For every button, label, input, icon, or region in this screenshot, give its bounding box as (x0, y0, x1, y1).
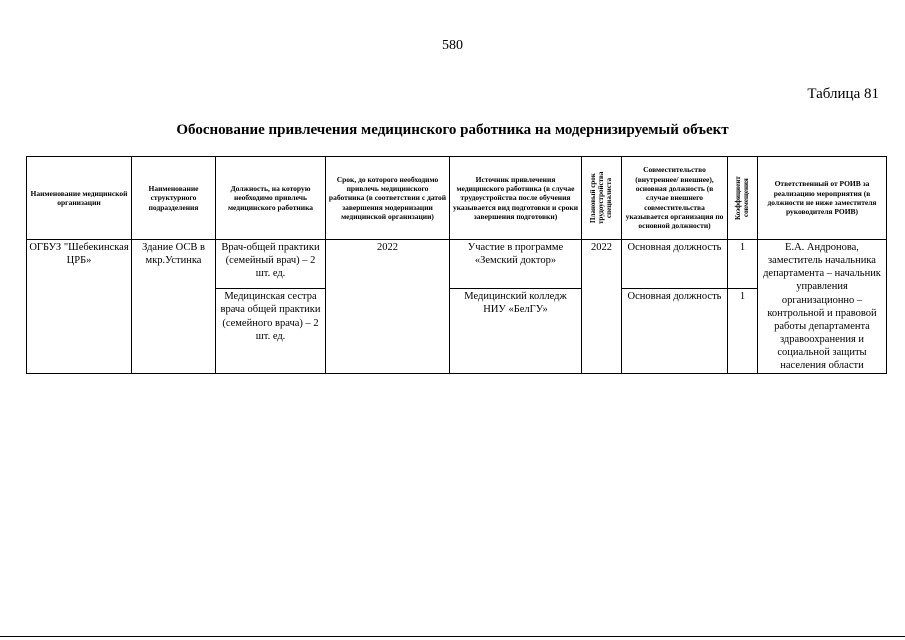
header-deadline: Срок, до которого необходимо привлечь медицинского работника (в соответствии с датой завершения модернизации медицинской организации) (326, 157, 450, 240)
header-position: Должность, на которую необходимо привлечь медицинского работника (216, 157, 326, 240)
header-responsible: Ответственный от РОИВ за реализацию мероприятия (в должности не ниже заместителя руководителя РОИВ) (758, 157, 887, 240)
cell-coefficient: 1 (728, 240, 758, 289)
cell-position: Медицинская сестра врача общей практики (семейного врача) – 2 шт. ед. (216, 289, 326, 374)
cell-division: Здание ОСВ в мкр.Устинка (132, 240, 216, 374)
header-plan-term (582, 157, 622, 240)
page-number: 580 (442, 38, 463, 53)
header-division: Наименование структурного подразделения (132, 157, 216, 240)
cell-position: Врач-общей практики (семейный врач) – 2 шт. ед. (216, 240, 326, 289)
header-combination: Совместительство (внутреннее/ внешнее), основная должность (в случае внешнего совместительства указывается организация по основной должности) (622, 157, 728, 240)
header-org: Наименование медицинской организации (27, 157, 132, 240)
cell-org: ОГБУЗ "Шебекинская ЦРБ» (27, 240, 132, 374)
cell-plan-term: 2022 (582, 240, 622, 374)
table-label: Таблица 81 (807, 86, 879, 102)
header-row (27, 157, 887, 240)
table-row (27, 240, 887, 289)
justification-table (26, 156, 887, 374)
cell-deadline: 2022 (326, 240, 450, 374)
document-title: Обоснование привлечения медицинского работника на модернизируемый объект (176, 122, 729, 138)
header-coefficient-text: Коэффициент совмещения (734, 176, 751, 220)
header-coefficient (728, 157, 758, 240)
page-edge-line (0, 636, 905, 637)
header-source: Источник привлечения медицинского работника (в случае трудоустройства после обучения указывается вид подготовки и сроки завершения подготовки) (450, 157, 582, 240)
cell-source: Участие в программе «Земский доктор» (450, 240, 582, 289)
cell-combination: Основная должность (622, 240, 728, 289)
cell-coefficient: 1 (728, 289, 758, 374)
cell-source: Медицинский колледж НИУ «БелГУ» (450, 289, 582, 374)
cell-responsible: Е.А. Андронова, заместитель начальника департамента – начальник управления организационно – контрольной и правовой работы департамента здравоохранения и социальной защиты населения области (758, 240, 887, 374)
header-plan-term-text: Плановый срок трудоустройства специалиста (589, 171, 614, 225)
cell-combination: Основная должность (622, 289, 728, 374)
